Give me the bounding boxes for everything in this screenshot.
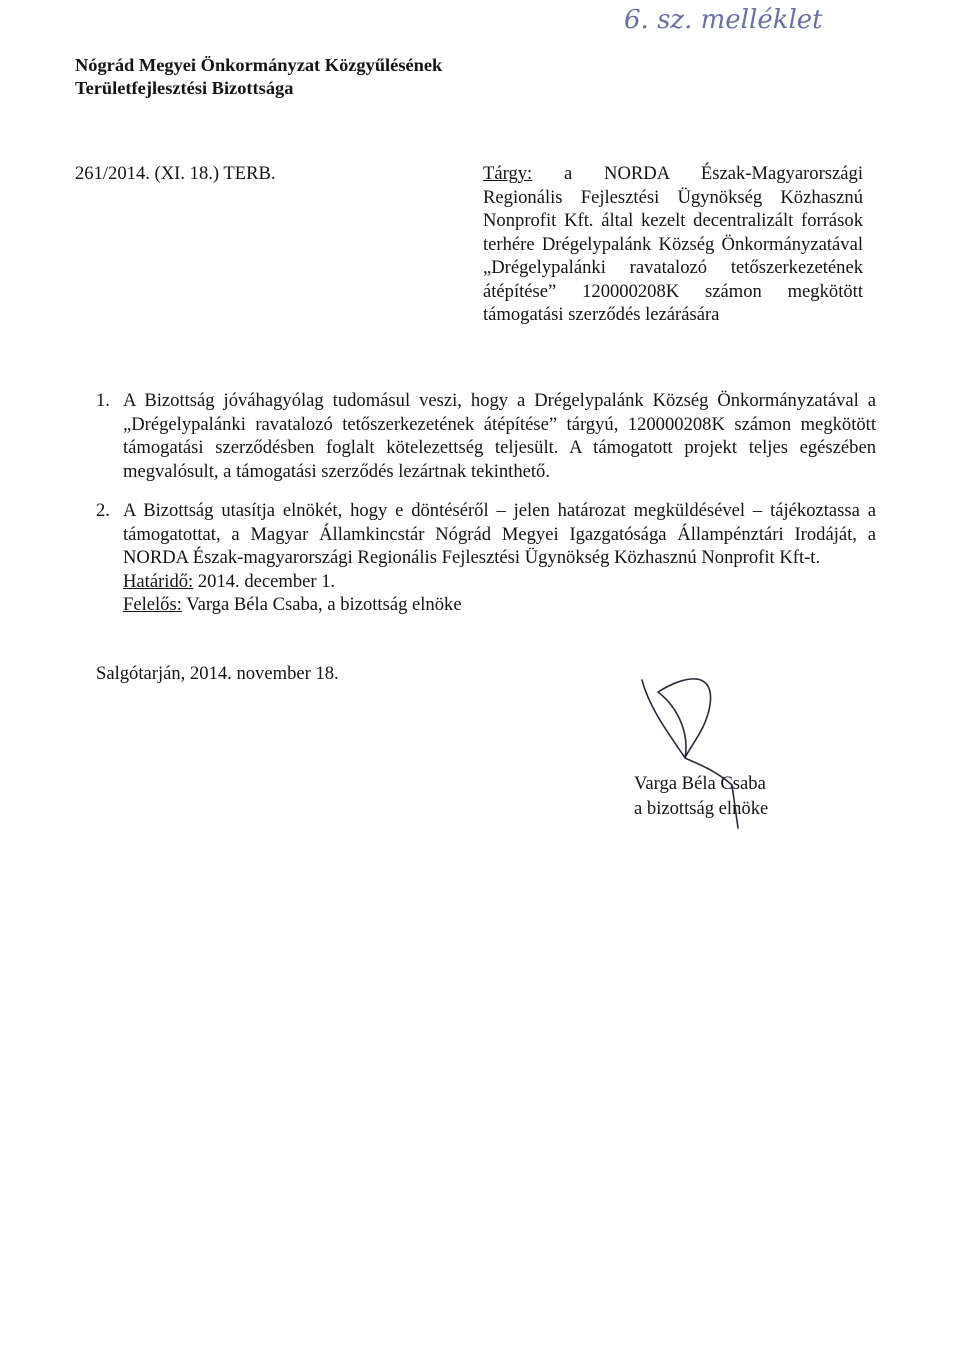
subject-label: Tárgy: <box>483 163 533 184</box>
org-line-1: Nógrád Megyei Önkormányzat Közgyűlésének <box>75 55 443 75</box>
deadline-label: Határidő: <box>123 571 194 592</box>
resolution-item-2 <box>96 499 876 570</box>
signer-title: a bizottság elnöke <box>634 798 769 819</box>
signer-name: Varga Béla Csaba <box>634 773 766 794</box>
org-line-2: Területfejlesztési Bizottsága <box>75 78 294 98</box>
handwritten-note-text: 6. sz. melléklet <box>624 5 823 35</box>
deadline-value: 2014. december 1. <box>193 571 336 592</box>
deadline <box>123 570 335 594</box>
responsible-label: Felelős: <box>123 594 182 615</box>
organization-header <box>75 54 442 100</box>
subject-block <box>483 162 863 327</box>
responsible-value: Varga Béla Csaba, a bizottság elnöke <box>181 594 462 615</box>
resolution-number: 261/2014. (XI. 18.) TERB. <box>75 163 276 184</box>
handwritten-note <box>618 0 918 44</box>
subject-text: a NORDA Észak-Magyarországi Regionális Fejlesztési Ügynökség Közhasznú Nonprofit Kft. által kezelt decentralizált források terhére Drégelypalánk Község Önkormányzatával „Drégelypalánki ravatalozó tetőszerkezetének átépítése” 120000208K számon megkötött támogatási szerződés lezárására <box>483 163 863 325</box>
place-and-date: Salgótarján, 2014. november 18. <box>96 663 339 684</box>
resolution-item-1 <box>96 389 876 483</box>
item-number: 1. <box>96 390 110 411</box>
responsible <box>123 593 462 617</box>
item-text: A Bizottság jóváhagyólag tudomásul veszi, hogy a Drégelypalánk Község Önkormányzatával a „Drégelypalánki ravatalozó tetőszerkezetének átépítése” tárgyú, 120000208K számon megkötött támogatási szerződésben foglalt kötelezettség teljesült. A támogatott projekt teljes egészében megvalósult, a támogatási szerződés lezártnak tekinthető. <box>123 390 876 482</box>
signature-block <box>634 771 768 821</box>
item-number: 2. <box>96 500 110 521</box>
item-text: A Bizottság utasítja elnökét, hogy e döntéséről – jelen határozat megküldésével – tájékoztassa a támogatottat, a Magyar Államkincstár Nógrád Megyei Igazgatósága Állampénztári Irodáját, a NORDA Észak-magyarországi Regionális Fejlesztési Ügynökség Közhasznú Nonprofit Kft-t. <box>123 500 876 568</box>
